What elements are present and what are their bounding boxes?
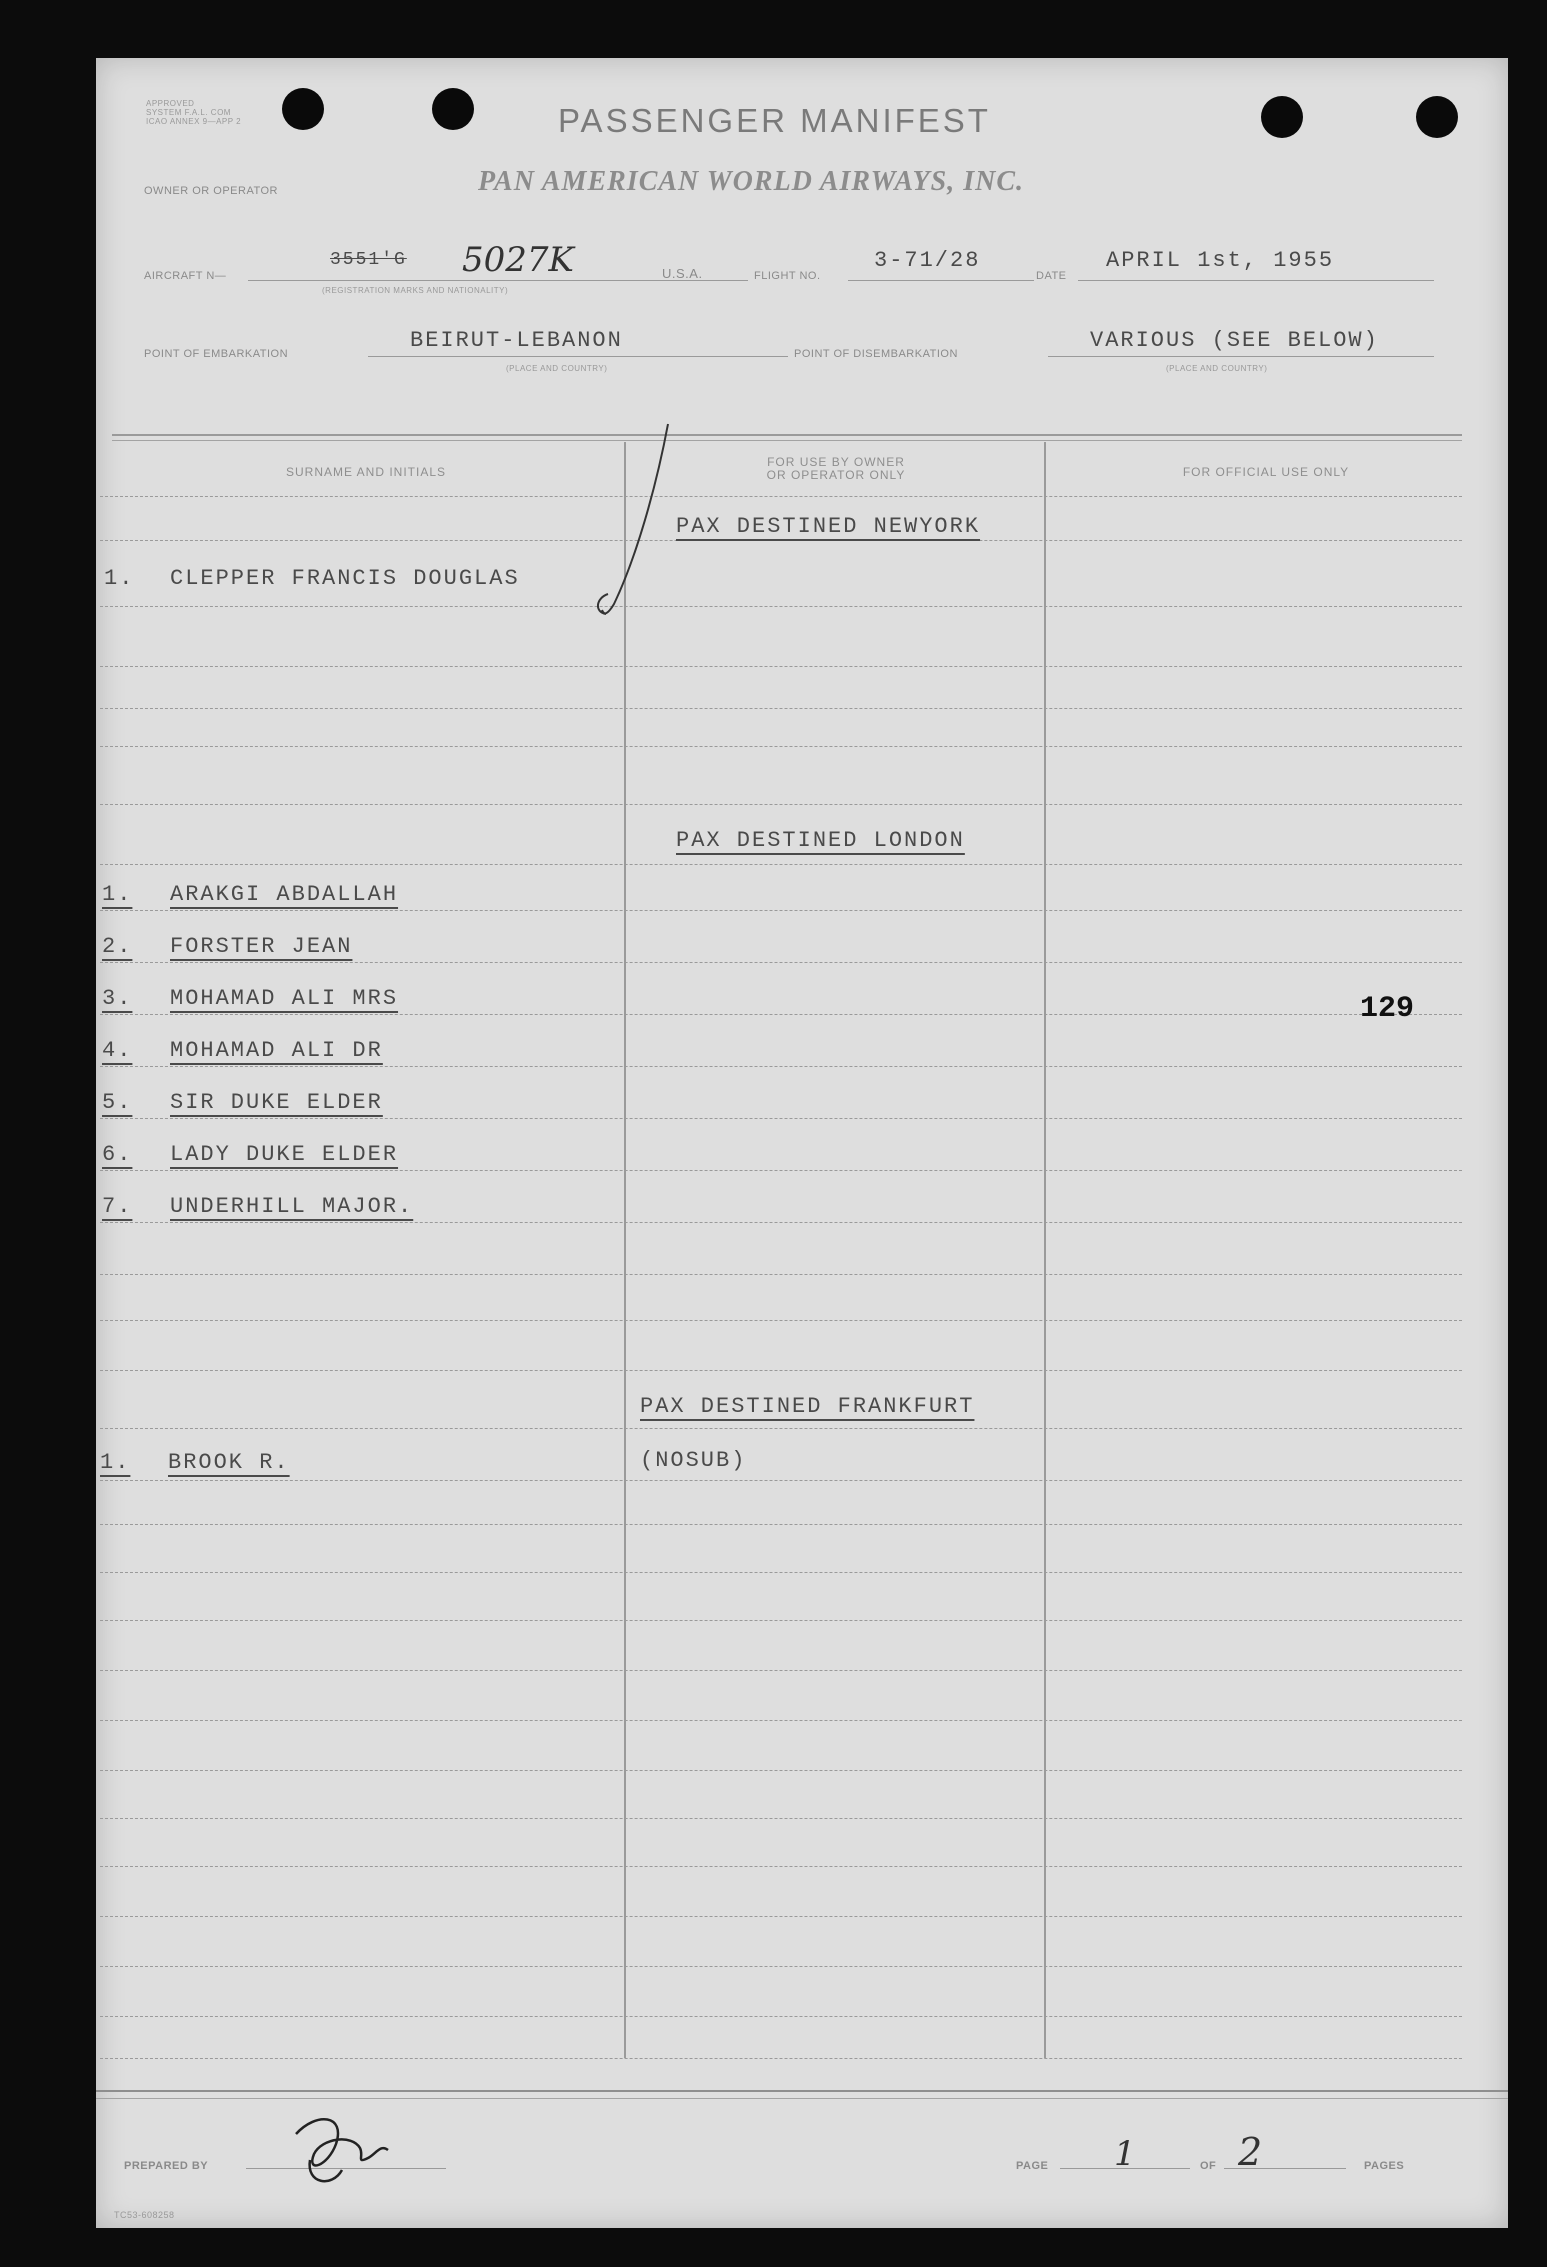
approval-line: ICAO ANNEX 9—APP 2 [146,117,242,126]
form-number: TC53-608258 [114,2210,175,2220]
ruled-line [100,1620,1462,1621]
punch-hole [282,88,324,130]
passenger-name: BROOK R. [168,1450,290,1475]
destination-label: PAX DESTINED NEWYORK [676,514,981,539]
ruled-line [100,708,1462,709]
check-mark [566,418,686,668]
of-label: OF [1200,2160,1217,2172]
passenger-name: MOHAMAD ALI MRS [170,986,399,1011]
official-stamp-number: 129 [1360,992,1415,1026]
embarkation-sublabel: (PLACE AND COUNTRY) [506,364,608,373]
ruled-line [100,1320,1462,1321]
manifest-sheet [96,58,1508,2228]
ruled-line [100,2058,1462,2059]
ruled-line [100,2016,1462,2017]
nationality: U.S.A. [662,266,703,281]
embarkation-value: BEIRUT-LEBANON [410,328,623,353]
ruled-line [100,804,1462,805]
approval-block [146,99,241,126]
ruled-line [100,606,1462,607]
operator-name: PAN AMERICAN WORLD AIRWAYS, INC. [478,166,1025,197]
page-number: 1 [1114,2134,1136,2174]
flight-label: FLIGHT NO. [754,270,821,282]
page-label: PAGE [1016,2160,1049,2172]
total-pages: 2 [1238,2130,1263,2174]
destination-label: PAX DESTINED LONDON [676,828,965,853]
ruled-line [100,666,1462,667]
ruled-line [100,864,1462,865]
passenger-name: ARAKGI ABDALLAH [170,882,399,907]
ruled-line [100,1866,1462,1867]
prepared-by-label: PREPARED BY [124,2160,209,2172]
owner-label: OWNER OR OPERATOR [144,185,278,197]
column-header-line: OR OPERATOR ONLY [766,468,906,482]
disembarkation-label: POINT OF DISEMBARKATION [794,348,958,360]
destination-label: PAX DESTINED FRANKFURT [640,1394,975,1419]
approval-line: SYSTEM F.A.L. COM [146,108,231,117]
ruled-line [100,1572,1462,1573]
ruled-line [100,1014,1462,1015]
struck-registration: 3551'G [330,250,407,270]
ruled-line [100,1818,1462,1819]
ruled-line [100,1524,1462,1525]
passenger-name: LADY DUKE ELDER [170,1142,399,1167]
column-header-line: FOR USE BY OWNER [767,455,905,469]
disembarkation-value: VARIOUS (SEE BELOW) [1090,328,1379,353]
disembarkation-sublabel: (PLACE AND COUNTRY) [1166,364,1268,373]
aircraft-label: AIRCRAFT N— [144,270,227,282]
ruled-line [100,1222,1462,1223]
passenger-number: 1. [100,1450,131,1475]
ruled-line [100,1274,1462,1275]
passenger-number: 4. [102,1038,133,1063]
passenger-name: SIR DUKE ELDER [170,1090,383,1115]
pages-label: PAGES [1364,2160,1405,2172]
registration-sublabel: (REGISTRATION MARKS AND NATIONALITY) [322,286,509,295]
ruled-line [100,1966,1462,1967]
column-header-owner-use [666,456,1006,482]
punch-hole [1416,96,1458,138]
passenger-number: 6. [102,1142,133,1167]
punch-hole [1261,96,1303,138]
ruled-line [100,1170,1462,1171]
ruled-line [100,1770,1462,1771]
ruled-line [100,1720,1462,1721]
passenger-number: 1. [104,566,135,591]
ruled-line [100,746,1462,747]
passenger-name: FORSTER JEAN [170,934,353,959]
ruled-line [100,962,1462,963]
ruled-line [100,1370,1462,1371]
passenger-name: UNDERHILL MAJOR. [170,1194,414,1219]
passenger-name: MOHAMAD ALI DR [170,1038,383,1063]
ruled-line [100,1670,1462,1671]
passenger-name: CLEPPER FRANCIS DOUGLAS [170,566,520,591]
aircraft-registration: 5027K [462,240,574,280]
passenger-number: 1. [102,882,133,907]
flight-number: 3-71/28 [874,248,981,273]
flight-date: APRIL 1st, 1955 [1106,248,1335,273]
ruled-line [100,540,1462,541]
punch-hole [432,88,474,130]
destination-note: (NOSUB) [640,1448,747,1473]
passenger-number: 2. [102,934,133,959]
form-title: PASSENGER MANIFEST [558,102,991,139]
passenger-number: 3. [102,986,133,1011]
approval-line: APPROVED [146,99,195,108]
ruled-line [100,1428,1462,1429]
passenger-number: 7. [102,1194,133,1219]
ruled-line [100,1480,1462,1481]
column-header-official: FOR OFFICIAL USE ONLY [1182,465,1350,479]
embarkation-label: POINT OF EMBARKATION [144,348,289,360]
ruled-line [100,1066,1462,1067]
ruled-line [100,1916,1462,1917]
column-header-surname: SURNAME AND INITIALS [285,465,447,479]
ruled-line [100,1118,1462,1119]
date-label: DATE [1036,270,1067,282]
preparer-signature [276,2104,406,2194]
passenger-number: 5. [102,1090,133,1115]
ruled-line [100,496,1462,497]
ruled-line [100,910,1462,911]
